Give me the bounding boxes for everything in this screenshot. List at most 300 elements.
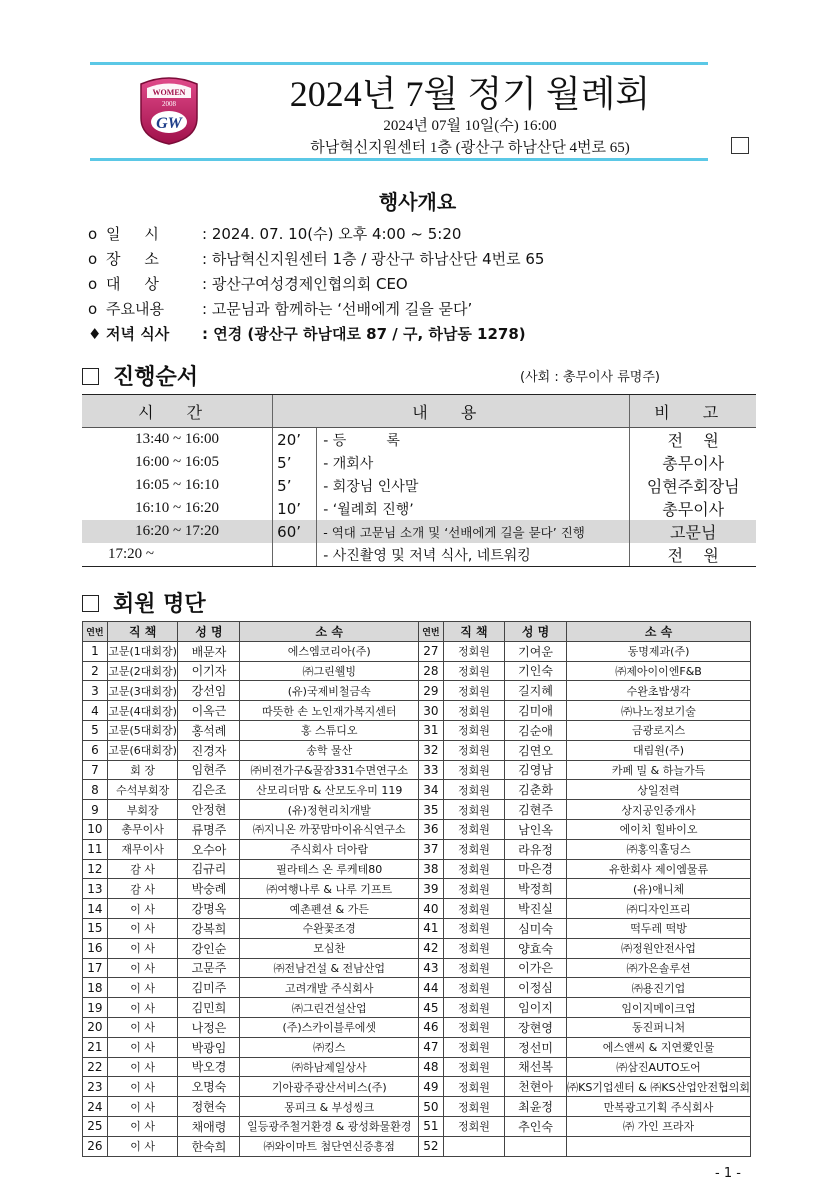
member-role: 정회원	[443, 899, 504, 919]
member-num: 42	[418, 938, 443, 958]
member-num: 20	[83, 1017, 108, 1037]
member-org: 수완꽃조경	[240, 918, 419, 938]
member-name: 오명숙	[178, 1077, 240, 1097]
table-row	[83, 1017, 751, 1037]
member-role: 이 사	[107, 1017, 178, 1037]
table-row	[83, 1116, 751, 1136]
overview-list	[88, 222, 788, 347]
member-role: 정회원	[443, 740, 504, 760]
member-role: 정회원	[443, 839, 504, 859]
member-name: 류명주	[178, 819, 240, 839]
members-section-title	[82, 587, 206, 618]
table-row	[83, 859, 751, 879]
member-org: ㈜비젼가구&꿀잠331수면연구소	[240, 760, 419, 780]
member-role: 이 사	[107, 1077, 178, 1097]
member-num: 4	[83, 701, 108, 721]
overview-row-place	[88, 247, 788, 272]
overview-label: 장 소	[106, 250, 159, 268]
member-role: 정회원	[443, 780, 504, 800]
member-name: 한숙희	[178, 1136, 240, 1156]
member-role: 정회원	[443, 681, 504, 701]
member-org: 상지공인중개사	[567, 800, 751, 820]
member-num: 19	[83, 998, 108, 1018]
member-role: 고문(4대회장)	[107, 701, 178, 721]
member-org: 에스엠코리아(주)	[240, 641, 419, 661]
member-num: 3	[83, 681, 108, 701]
member-org: ㈜킹스	[240, 1037, 419, 1057]
member-org: ㈜용진기업	[567, 978, 751, 998]
member-role: 고문(3대회장)	[107, 681, 178, 701]
program-content: - 개회사	[323, 455, 374, 472]
member-role: 정회원	[443, 661, 504, 681]
program-row-highlight	[82, 520, 756, 543]
member-num: 32	[418, 740, 443, 760]
member-org: 떡두레 떡방	[567, 918, 751, 938]
member-org: 따뜻한 손 노인재가복지센터	[240, 701, 419, 721]
member-role: 감 사	[107, 879, 178, 899]
member-num: 31	[418, 720, 443, 740]
member-org: ㈜나노정보기술	[567, 701, 751, 721]
member-role: 정회원	[443, 720, 504, 740]
table-row	[83, 701, 751, 721]
member-name: 김춘화	[505, 780, 567, 800]
header-top-rule	[90, 62, 708, 65]
member-name: 진경자	[178, 740, 240, 760]
member-role: 이 사	[107, 1057, 178, 1077]
member-name: 임현주	[178, 760, 240, 780]
member-org: 만복광고기획 주식회사	[567, 1097, 751, 1117]
program-content: - 역대 고문님 소개 및 ‘선배에게 길을 묻다’ 진행	[317, 520, 630, 543]
member-name: 박숭례	[178, 879, 240, 899]
member-name: 이기자	[178, 661, 240, 681]
member-num: 22	[83, 1057, 108, 1077]
overview-label: 일 시	[106, 225, 159, 243]
overview-value: : 연경 (광산구 하남대로 87 / 구, 하남동 1278)	[202, 325, 526, 343]
program-time: 17:20 ~	[82, 543, 273, 567]
table-row	[83, 1037, 751, 1057]
table-row	[83, 661, 751, 681]
member-org: ㈜제아이이엔F&B	[567, 661, 751, 681]
member-num: 45	[418, 998, 443, 1018]
members-header-row	[83, 622, 751, 642]
member-name: 고문주	[178, 958, 240, 978]
member-org: ㈜그린건설산업	[240, 998, 419, 1018]
member-role: 정회원	[443, 918, 504, 938]
member-role: 이 사	[107, 1097, 178, 1117]
member-name: 김규리	[178, 859, 240, 879]
program-content: - 사진촬영 및 저녁 식사, 네트워킹	[317, 543, 630, 567]
program-row	[82, 543, 756, 567]
member-org: ㈜ 가인 프라자	[567, 1116, 751, 1136]
members-title-text: 회원 명단	[113, 592, 206, 617]
member-name: 남인옥	[505, 819, 567, 839]
member-num: 28	[418, 661, 443, 681]
member-name: 강복희	[178, 918, 240, 938]
member-name: 라유정	[505, 839, 567, 859]
member-num: 12	[83, 859, 108, 879]
member-org: ㈜삼진AUTO도어	[567, 1057, 751, 1077]
member-role: 총무이사	[107, 819, 178, 839]
member-num: 30	[418, 701, 443, 721]
member-name: 강선임	[178, 681, 240, 701]
program-time: 16:00 ~ 16:05	[135, 454, 220, 470]
member-role: 정회원	[443, 1057, 504, 1077]
page-number: - 1 -	[715, 1166, 741, 1181]
header-num: 연번	[83, 622, 108, 642]
program-time: 16:05 ~ 16:10	[135, 477, 220, 493]
member-org: 예촌펜션 & 가든	[240, 899, 419, 919]
member-num: 14	[83, 899, 108, 919]
member-role: 부회장	[107, 800, 178, 820]
program-note: 총무이사	[630, 497, 756, 520]
member-role: 정회원	[443, 819, 504, 839]
member-name: 박진실	[505, 899, 567, 919]
member-name: 박오경	[178, 1057, 240, 1077]
program-time: 16:10 ~ 16:20	[135, 500, 220, 516]
member-name: 이옥근	[178, 701, 240, 721]
member-org: 금광로지스	[567, 720, 751, 740]
logo-text-mark: GW	[156, 115, 182, 132]
member-org: (유)애니체	[567, 879, 751, 899]
member-org: 고려개발 주식회사	[240, 978, 419, 998]
member-org: ㈜가은솔루션	[567, 958, 751, 978]
member-num: 37	[418, 839, 443, 859]
header-name: 성 명	[178, 622, 240, 642]
member-org: ㈜지니온 까꿍맘마이유식연구소	[240, 819, 419, 839]
table-row	[83, 918, 751, 938]
member-org: 에스앤씨 & 지연愛인물	[567, 1037, 751, 1057]
member-org: ㈜전남건설 & 전남산업	[240, 958, 419, 978]
program-title-text: 진행순서	[113, 365, 199, 390]
overview-label: 주요내용	[106, 300, 164, 318]
program-duration: 60’	[273, 520, 317, 543]
program-note: 전 원	[630, 543, 756, 567]
square-icon	[82, 595, 99, 612]
member-num: 33	[418, 760, 443, 780]
member-org: 일등광주철거환경 & 광성화물환경	[240, 1116, 419, 1136]
program-duration: 5’	[273, 451, 317, 474]
member-name: 김연오	[505, 740, 567, 760]
member-role: 정회원	[443, 641, 504, 661]
header-role: 직 책	[443, 622, 504, 642]
member-num: 18	[83, 978, 108, 998]
member-num: 43	[418, 958, 443, 978]
member-role: 이 사	[107, 899, 178, 919]
member-num: 38	[418, 859, 443, 879]
program-section-title	[82, 360, 198, 391]
member-org: 카페 밀 & 하늘가득	[567, 760, 751, 780]
member-org: ㈜KS기업센터 & ㈜KS산업안전협의회	[567, 1077, 751, 1097]
member-role: 고문(6대회장)	[107, 740, 178, 760]
logo-text-year: 2008	[162, 100, 176, 108]
member-org: 유한회사 제이엠물류	[567, 859, 751, 879]
member-role: 정회원	[443, 958, 504, 978]
member-name: 마은경	[505, 859, 567, 879]
member-name: 천현아	[505, 1077, 567, 1097]
program-row	[82, 497, 756, 520]
member-org: 홍 스튜디오	[240, 720, 419, 740]
member-org: (유)정현리치개발	[240, 800, 419, 820]
member-num: 49	[418, 1077, 443, 1097]
header-name: 성 명	[505, 622, 567, 642]
table-row	[83, 1136, 751, 1156]
member-name: 오수아	[178, 839, 240, 859]
header-content: 내 용	[273, 395, 630, 428]
member-num: 35	[418, 800, 443, 820]
overview-value: : 하남혁신지원센터 1층 / 광산구 하남산단 4번로 65	[202, 250, 545, 268]
program-duration: 10’	[273, 497, 317, 520]
member-org: 산모리더맘 & 산모도우미 119	[240, 780, 419, 800]
member-num: 51	[418, 1116, 443, 1136]
table-row	[83, 720, 751, 740]
member-name: 나정은	[178, 1017, 240, 1037]
program-row	[82, 428, 756, 452]
table-row	[83, 641, 751, 661]
table-row	[83, 899, 751, 919]
member-org: 에이치 힐바이오	[567, 819, 751, 839]
table-row	[83, 839, 751, 859]
program-note: 고문님	[630, 520, 756, 543]
bullet-icon: o	[88, 275, 98, 293]
member-role: 고문(2대회장)	[107, 661, 178, 681]
member-num: 25	[83, 1116, 108, 1136]
member-name: 김은조	[178, 780, 240, 800]
member-num: 24	[83, 1097, 108, 1117]
member-num: 52	[418, 1136, 443, 1156]
table-row	[83, 1097, 751, 1117]
member-name: 기여운	[505, 641, 567, 661]
member-role: 이 사	[107, 1116, 178, 1136]
member-name: 김현주	[505, 800, 567, 820]
member-role: 정회원	[443, 701, 504, 721]
member-org: 필라테스 온 루케테80	[240, 859, 419, 879]
member-name: 장현영	[505, 1017, 567, 1037]
member-role: 정회원	[443, 859, 504, 879]
member-role: 정회원	[443, 938, 504, 958]
member-role: 정회원	[443, 760, 504, 780]
member-org: 동진퍼니처	[567, 1017, 751, 1037]
member-num: 9	[83, 800, 108, 820]
member-name: 강명옥	[178, 899, 240, 919]
program-time: 16:20 ~ 17:20	[82, 520, 273, 543]
member-num: 8	[83, 780, 108, 800]
member-name: 추인숙	[505, 1116, 567, 1136]
member-role: 회 장	[107, 760, 178, 780]
member-role: 이 사	[107, 938, 178, 958]
table-row	[83, 879, 751, 899]
bullet-icon: o	[88, 300, 98, 318]
member-num: 23	[83, 1077, 108, 1097]
member-num: 11	[83, 839, 108, 859]
overview-row-dinner	[88, 322, 788, 347]
members-table	[82, 621, 751, 1157]
header-num: 연번	[418, 622, 443, 642]
overview-label: 대 상	[106, 275, 159, 293]
bullet-icon: o	[88, 250, 98, 268]
mc-note: (사회 : 총무이사 류명주)	[520, 370, 660, 385]
table-row	[83, 681, 751, 701]
member-org: ㈜하남제일상사	[240, 1057, 419, 1077]
overview-row-target	[88, 272, 788, 297]
member-name: 강인순	[178, 938, 240, 958]
member-org: 동명제과(주)	[567, 641, 751, 661]
member-org: 상일전력	[567, 780, 751, 800]
member-num: 13	[83, 879, 108, 899]
member-org: 주식회사 더아람	[240, 839, 419, 859]
program-row	[82, 451, 756, 474]
member-num: 48	[418, 1057, 443, 1077]
members-body	[83, 641, 751, 1156]
member-role: 고문(1대회장)	[107, 641, 178, 661]
table-row	[83, 998, 751, 1018]
program-row	[82, 474, 756, 497]
logo-text-top: WOMEN	[152, 88, 186, 97]
program-note: 전 원	[630, 428, 756, 452]
program-note: 총무이사	[630, 451, 756, 474]
member-name: 채애령	[178, 1116, 240, 1136]
member-org: 송학 물산	[240, 740, 419, 760]
member-num: 21	[83, 1037, 108, 1057]
member-num: 17	[83, 958, 108, 978]
member-num: 6	[83, 740, 108, 760]
member-org: 몽피크 & 부성씽크	[240, 1097, 419, 1117]
table-row	[83, 780, 751, 800]
member-num: 47	[418, 1037, 443, 1057]
table-row	[83, 1077, 751, 1097]
member-role: 재무이사	[107, 839, 178, 859]
program-note: 임현주회장님	[630, 474, 756, 497]
square-icon	[82, 368, 99, 385]
member-org: ㈜여행나루 & 나루 기프트	[240, 879, 419, 899]
overview-label: 저녁 식사	[106, 325, 170, 343]
member-num: 2	[83, 661, 108, 681]
header-band	[90, 62, 708, 162]
member-num: 29	[418, 681, 443, 701]
member-role: 이 사	[107, 1037, 178, 1057]
member-name: 심미숙	[505, 918, 567, 938]
header-org: 소 속	[240, 622, 419, 642]
header-venue: 하남혁신지원센터 1층 (광산구 하남산단 4번로 65)	[310, 140, 630, 156]
member-name: 정현숙	[178, 1097, 240, 1117]
member-name: 양효숙	[505, 938, 567, 958]
member-role: 이 사	[107, 1136, 178, 1156]
member-role: 정회원	[443, 1097, 504, 1117]
member-org: 수완초밥생각	[567, 681, 751, 701]
table-row	[83, 958, 751, 978]
header-date: 2024년 07월 10일(수) 16:00	[383, 118, 557, 134]
overview-value: : 2024. 07. 10(수) 오후 4:00 ~ 5:20	[202, 225, 462, 243]
member-name: 기인숙	[505, 661, 567, 681]
member-org: (주)스카이블루에셋	[240, 1017, 419, 1037]
member-role: 정회원	[443, 879, 504, 899]
overview-value: : 고문님과 함께하는 ‘선배에게 길을 묻다’	[202, 300, 473, 318]
member-role: 정회원	[443, 1116, 504, 1136]
member-org: 대림원(주)	[567, 740, 751, 760]
overview-value: : 광산구여성경제인협의회 CEO	[202, 275, 408, 293]
member-name: 이가은	[505, 958, 567, 978]
member-num: 46	[418, 1017, 443, 1037]
table-row	[83, 740, 751, 760]
member-role: 정회원	[443, 1077, 504, 1097]
member-name: 박정희	[505, 879, 567, 899]
program-content: - 등 록	[323, 432, 400, 449]
member-num: 41	[418, 918, 443, 938]
member-role: 감 사	[107, 859, 178, 879]
member-role: 수석부회장	[107, 780, 178, 800]
member-role: 정회원	[443, 998, 504, 1018]
member-num: 34	[418, 780, 443, 800]
program-duration: 20’	[273, 428, 317, 452]
member-name: 김순애	[505, 720, 567, 740]
header-bottom-rule	[90, 158, 708, 161]
overview-title: 행사개요	[378, 190, 457, 214]
header-note: 비 고	[630, 395, 756, 428]
member-num: 5	[83, 720, 108, 740]
member-role: 이 사	[107, 998, 178, 1018]
member-role: 이 사	[107, 958, 178, 978]
member-org: ㈜그린웰빙	[240, 661, 419, 681]
member-num: 15	[83, 918, 108, 938]
overview-row-time	[88, 222, 788, 247]
member-role: 정회원	[443, 800, 504, 820]
member-name: 안정현	[178, 800, 240, 820]
member-org: ㈜와이마트 첨단연신증흥점	[240, 1136, 419, 1156]
member-role: 정회원	[443, 1037, 504, 1057]
member-role: 이 사	[107, 978, 178, 998]
table-row	[83, 978, 751, 998]
program-time: 13:40 ~ 16:00	[135, 431, 220, 447]
member-name: 김미주	[178, 978, 240, 998]
member-org: ㈜홍익홀딩스	[567, 839, 751, 859]
member-name	[505, 1136, 567, 1156]
member-org: 임이지메이크업	[567, 998, 751, 1018]
member-org: ㈜정원안전사업	[567, 938, 751, 958]
member-org: (유)국제비철금속	[240, 681, 419, 701]
table-row	[83, 760, 751, 780]
table-row	[83, 938, 751, 958]
member-name: 배문자	[178, 641, 240, 661]
member-num: 16	[83, 938, 108, 958]
program-header-row	[82, 395, 756, 428]
program-duration	[273, 543, 317, 567]
member-role: 정회원	[443, 1017, 504, 1037]
member-org	[567, 1136, 751, 1156]
member-num: 26	[83, 1136, 108, 1156]
member-name: 임이지	[505, 998, 567, 1018]
member-name: 김영남	[505, 760, 567, 780]
member-role: 정회원	[443, 978, 504, 998]
member-num: 27	[418, 641, 443, 661]
member-org: ㈜디자인프리	[567, 899, 751, 919]
program-duration: 5’	[273, 474, 317, 497]
women-gw-logo	[133, 74, 205, 146]
table-row	[83, 800, 751, 820]
member-name: 채선복	[505, 1057, 567, 1077]
member-num: 39	[418, 879, 443, 899]
checkbox-square	[731, 137, 749, 154]
member-num: 44	[418, 978, 443, 998]
overview-row-content	[88, 297, 788, 322]
member-num: 7	[83, 760, 108, 780]
header-time: 시 간	[82, 395, 273, 428]
bullet-icon: o	[88, 225, 98, 243]
member-role: 이 사	[107, 918, 178, 938]
member-org: 모심찬	[240, 938, 419, 958]
header-org: 소 속	[567, 622, 751, 642]
member-num: 10	[83, 819, 108, 839]
member-name: 최윤정	[505, 1097, 567, 1117]
member-num: 1	[83, 641, 108, 661]
